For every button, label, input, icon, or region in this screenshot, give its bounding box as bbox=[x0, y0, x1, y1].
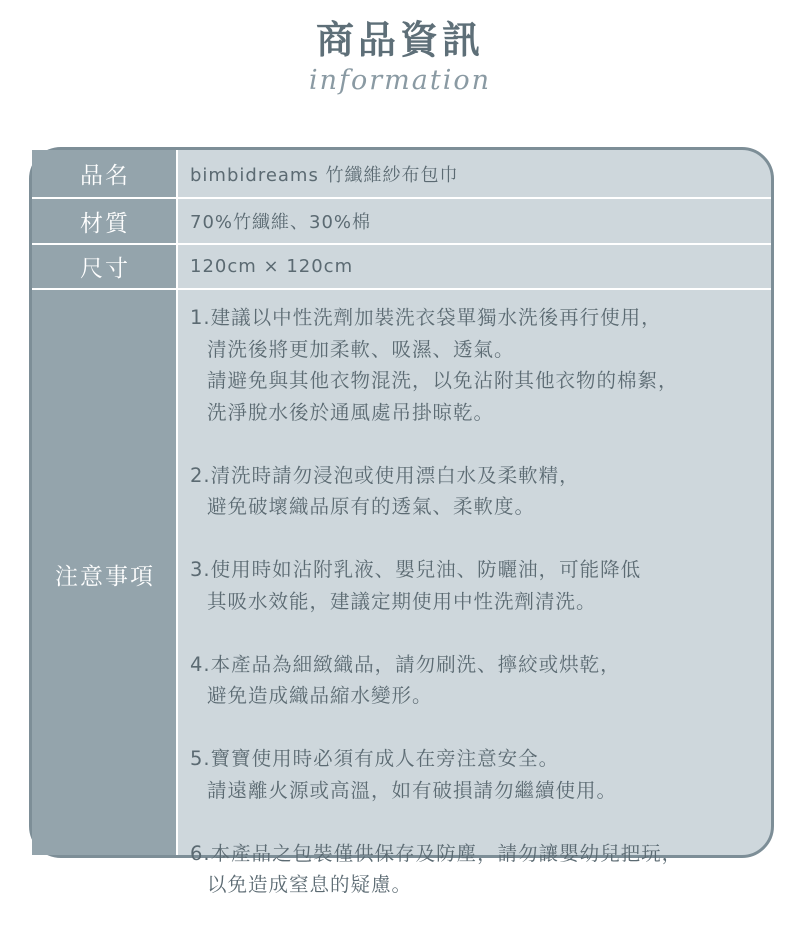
care-note-3 bbox=[190, 554, 770, 617]
note-line: 5.寶寶使用時必須有成人在旁注意安全。 bbox=[190, 747, 560, 770]
row-value-size: 120cm × 120cm bbox=[190, 256, 354, 277]
note-line: 3.使用時如沾附乳液、嬰兒油、防曬油，可能降低 bbox=[190, 558, 642, 581]
section-heading bbox=[0, 14, 800, 96]
note-line: 以免造成窒息的疑慮。 bbox=[207, 873, 413, 896]
table-row-name bbox=[32, 150, 771, 199]
table-row-notes bbox=[32, 290, 771, 896]
product-info-table bbox=[29, 147, 774, 896]
page-subtitle: information bbox=[308, 65, 491, 96]
note-line: 其吸水效能，建議定期使用中性洗劑清洗。 bbox=[207, 589, 597, 613]
note-line: 請遠離火源或高溫，如有破損請勿繼續使用。 bbox=[207, 778, 618, 802]
row-label-notes: 注意事項 bbox=[55, 563, 155, 590]
note-line: 6.本產品之包裝僅供保存及防塵，請勿讓嬰幼兒把玩， bbox=[190, 841, 683, 865]
care-note-1 bbox=[190, 302, 770, 428]
row-label-name: 品名 bbox=[80, 163, 130, 189]
care-note-4 bbox=[190, 649, 770, 712]
page-title: 商品資訊 bbox=[315, 18, 484, 62]
row-label-size: 尺寸 bbox=[80, 256, 130, 282]
note-line: 避免破壞織品原有的透氣、柔軟度。 bbox=[207, 495, 536, 518]
row-value-name: bimbidreams 竹纖維紗布包巾 bbox=[190, 164, 459, 186]
row-value-material: 70%竹纖維、30%棉 bbox=[190, 212, 372, 233]
note-line: 2.清洗時請勿浸泡或使用漂白水及柔軟精， bbox=[190, 463, 580, 487]
note-line: 洗淨脫水後於通風處吊掛晾乾。 bbox=[207, 400, 495, 424]
table-row-material bbox=[32, 199, 771, 245]
row-label-material: 材質 bbox=[80, 210, 130, 237]
note-line: 避免造成織品縮水變形。 bbox=[207, 684, 433, 707]
care-note-6 bbox=[190, 838, 770, 901]
note-line: 4.本產品為細緻織品，請勿刷洗、擰絞或烘乾， bbox=[190, 652, 621, 676]
note-line: 1.建議以中性洗劑加裝洗衣袋單獨水洗後再行使用， bbox=[190, 306, 662, 329]
note-line: 請避免與其他衣物混洗，以免沾附其他衣物的棉絮， bbox=[207, 369, 679, 392]
care-notes bbox=[190, 302, 770, 932]
table-row-size bbox=[32, 245, 771, 290]
care-note-2 bbox=[190, 460, 770, 523]
care-note-5 bbox=[190, 743, 770, 806]
note-line: 清洗後將更加柔軟、吸濕、透氣。 bbox=[207, 337, 515, 361]
